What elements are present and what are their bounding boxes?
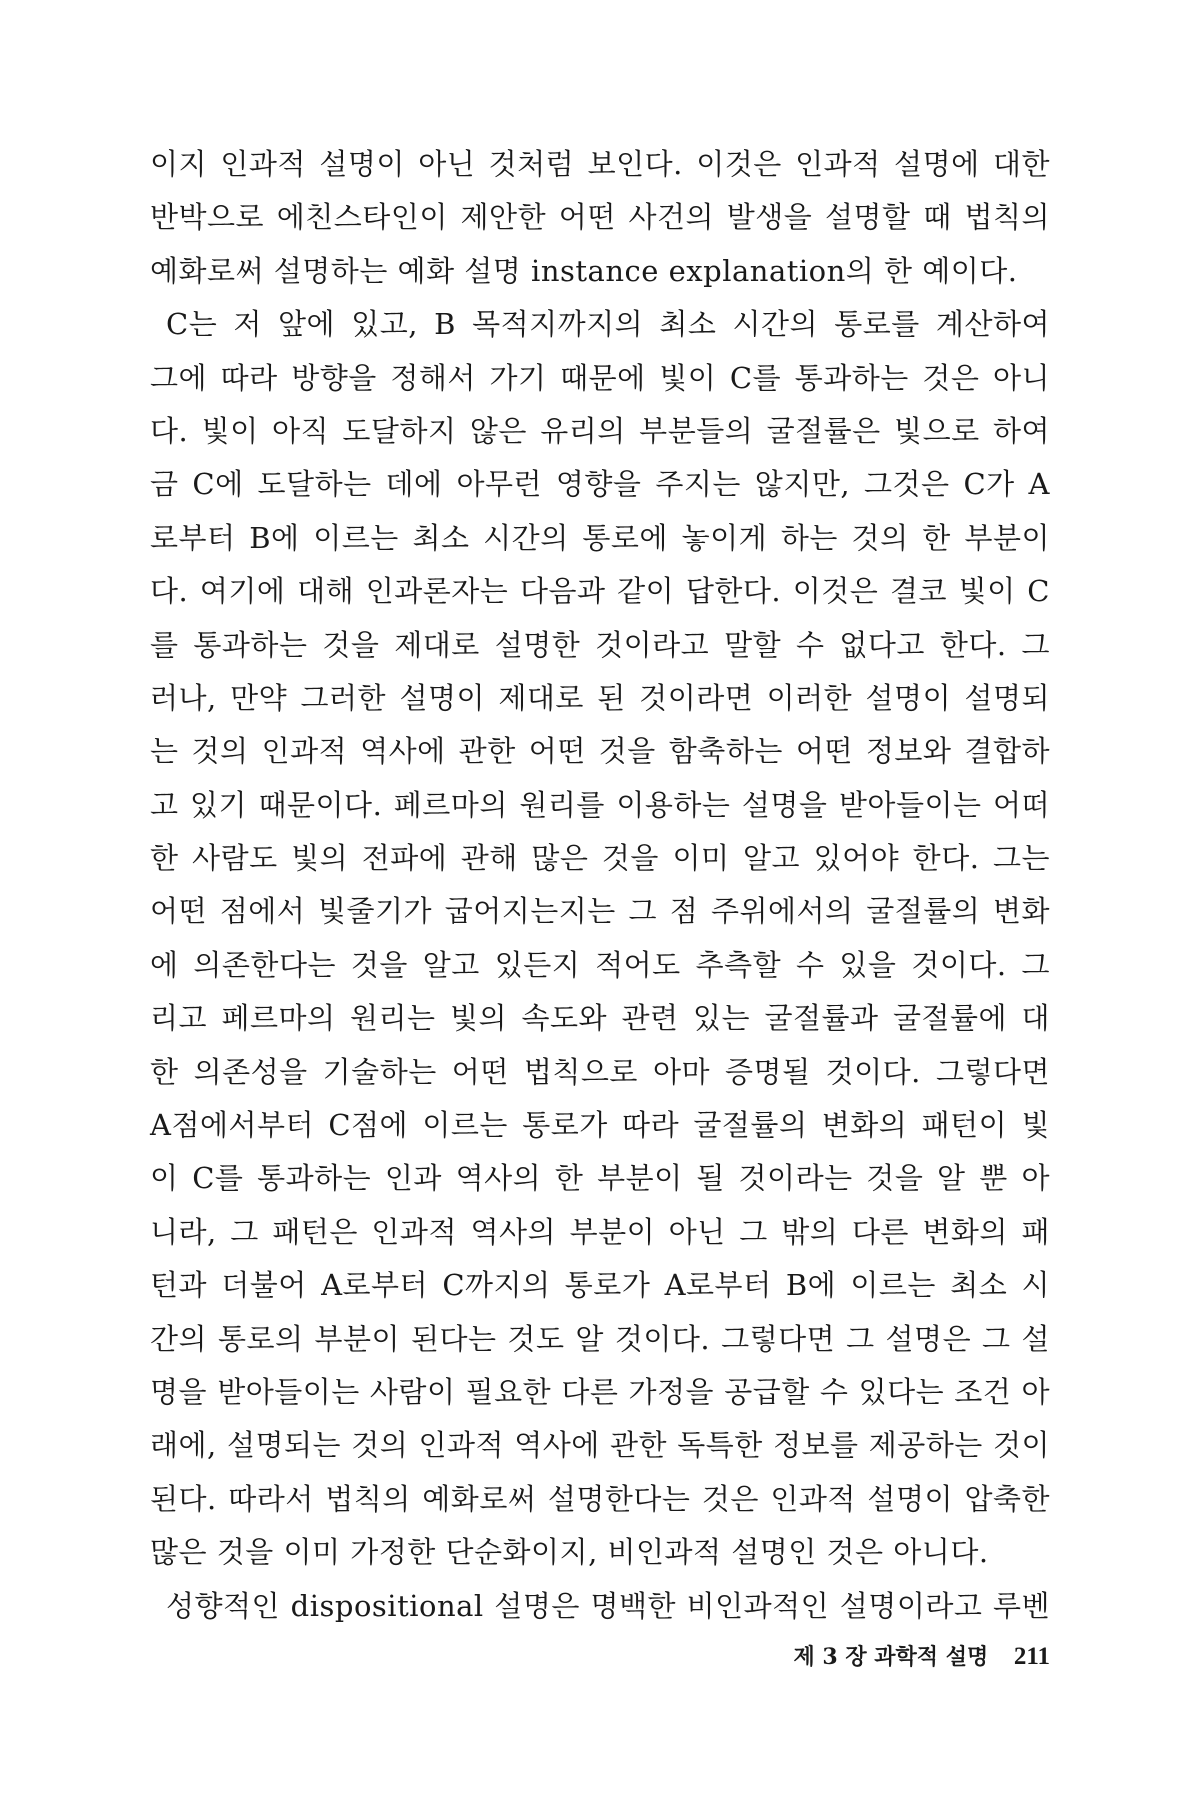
text-line: 로부터 B에 이르는 최소 시간의 통로에 놓이게 하는 것의 한 부분이 bbox=[150, 520, 1050, 555]
text-line: 이 C를 통과하는 인과 역사의 한 부분이 될 것이라는 것을 알 뿐 아 bbox=[150, 1161, 1050, 1196]
text-line: 래에, 설명되는 것의 인과적 역사에 관한 독특한 정보를 제공하는 것이 bbox=[150, 1428, 1050, 1463]
text-line: 이지 인과적 설명이 아닌 것처럼 보인다. 이것은 인과적 설명에 대한 bbox=[150, 147, 1050, 181]
text-line: 그에 따라 방향을 정해서 가기 때문에 빛이 C를 통과하는 것은 아니 bbox=[150, 360, 1050, 395]
text-line: 금 C에 도달하는 데에 아무런 영향을 주지는 않지만, 그것은 C가 A bbox=[150, 467, 1050, 502]
text-line: 성향적인 dispositional 설명은 명백한 비인과적인 설명이라고 루벤 bbox=[166, 1588, 1050, 1623]
body-text bbox=[150, 138, 1050, 1633]
page-number: 211 bbox=[1013, 1643, 1050, 1670]
text-line: 명을 받아들이는 사람이 필요한 다른 가정을 공급할 수 있다는 조건 아 bbox=[150, 1374, 1050, 1409]
text-line: 한 사람도 빛의 전파에 관해 많은 것을 이미 알고 있어야 한다. 그는 bbox=[150, 841, 1050, 876]
text-line: 다. 빛이 아직 도달하지 않은 유리의 부분들의 굴절률은 빛으로 하여 bbox=[150, 413, 1050, 448]
text-line: A점에서부터 C점에 이르는 통로가 따라 굴절률의 변화의 패턴이 빛 bbox=[150, 1108, 1050, 1143]
text-line: 다. 여기에 대해 인과론자는 다음과 같이 답한다. 이것은 결코 빛이 C bbox=[150, 574, 1050, 609]
text-line: 예화로써 설명하는 예화 설명 instance explanation의 한 예이다. bbox=[150, 253, 1018, 288]
text-line: 어떤 점에서 빛줄기가 굽어지는지는 그 점 주위에서의 굴절률의 변화 bbox=[150, 894, 1050, 929]
running-footer-chapter: 제 3 장 과학적 설명 bbox=[793, 1644, 989, 1670]
text-line: 많은 것을 이미 가정한 단순화이지, 비인과적 설명인 것은 아니다. bbox=[150, 1535, 989, 1570]
text-line: 러나, 만약 그러한 설명이 제대로 된 것이라면 이러한 설명이 설명되 bbox=[150, 680, 1050, 715]
text-line: 간의 통로의 부분이 된다는 것도 알 것이다. 그렇다면 그 설명은 그 설 bbox=[150, 1321, 1050, 1356]
page-footer bbox=[793, 1640, 1050, 1671]
text-line: 리고 페르마의 원리는 빛의 속도와 관련 있는 굴절률과 굴절률에 대 bbox=[150, 1001, 1050, 1036]
text-line: C는 저 앞에 있고, B 목적지까지의 최소 시간의 통로를 계산하여 bbox=[166, 307, 1050, 342]
text-line: 에 의존한다는 것을 알고 있든지 적어도 추측할 수 있을 것이다. 그 bbox=[150, 947, 1050, 982]
text-line: 된다. 따라서 법칙의 예화로써 설명한다는 것은 인과적 설명이 압축한 bbox=[150, 1481, 1050, 1516]
text-line: 한 의존성을 기술하는 어떤 법칙으로 아마 증명될 것이다. 그렇다면 bbox=[150, 1054, 1050, 1089]
text-line: 반박으로 에친스타인이 제안한 어떤 사건의 발생을 설명할 때 법칙의 bbox=[150, 200, 1050, 235]
text-line: 는 것의 인과적 역사에 관한 어떤 것을 함축하는 어떤 정보와 결합하 bbox=[150, 734, 1050, 769]
text-line: 고 있기 때문이다. 페르마의 원리를 이용하는 설명을 받아들이는 어떠 bbox=[150, 787, 1050, 822]
text-line: 턴과 더불어 A로부터 C까지의 통로가 A로부터 B에 이르는 최소 시 bbox=[150, 1268, 1050, 1303]
text-line: 를 통과하는 것을 제대로 설명한 것이라고 말할 수 없다고 한다. 그 bbox=[150, 627, 1050, 662]
text-line: 니라, 그 패턴은 인과적 역사의 부분이 아닌 그 밖의 다른 변화의 패 bbox=[150, 1214, 1050, 1249]
